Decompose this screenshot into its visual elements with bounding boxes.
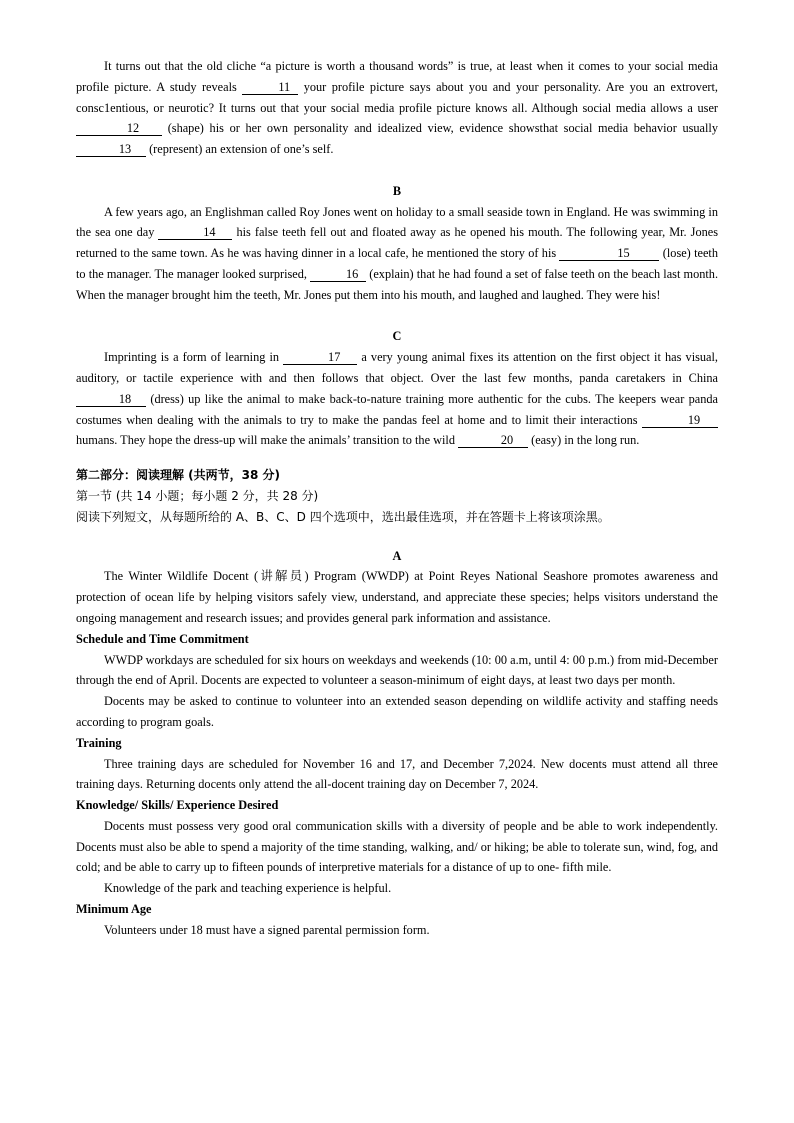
- passage-text: (easy) in the long run.: [531, 433, 640, 448]
- passage-text: (shape) his or her own personality and idealized view, evidence showsthat social media behavior usually: [167, 121, 718, 136]
- paragraph-skills-2: Knowledge of the park and teaching experience is helpful.: [104, 881, 392, 896]
- section-heading-a: A: [392, 548, 402, 563]
- blank-14[interactable]: 14: [158, 225, 232, 240]
- blank-11[interactable]: 11: [242, 80, 298, 95]
- section-one-title: 第一节 (共 14 小题；每小题 2 分，共 28 分): [76, 488, 319, 503]
- paragraph-skills-1: Docents must possess very good oral communication skills with a diversity of people and be able to work independently. Docents must also be able to spend a majority of the time standing, walking, and/ or hiking; be able to tolerate sun, wind, fog, and cold; and be able to carry up to fifteen pounds of interpretive materials for a distance of up to one- fifth mile.: [76, 818, 718, 875]
- passage-text: Imprinting is a form of learning in: [104, 350, 280, 365]
- passage-b: [76, 202, 718, 306]
- passage-text: your profile picture says about you and your personality. Are you an extrovert, consc1entious, or neurotic? It turns out that your social media profile picture knows all. Although social media allows a user: [76, 79, 718, 115]
- reading-instructions: 阅读下列短文，从每题所给的 A、B、C、D 四个选项中，选出最佳选项，并在答题卡上将该项涂黑。: [76, 509, 610, 524]
- section-heading-b: B: [392, 183, 402, 198]
- blank-18[interactable]: 18: [76, 392, 146, 407]
- passage-text: It turns out that the old cliche “a picture is worth a thousand words” is true, at least when it comes to your social media profile picture. A study reveals: [76, 59, 718, 94]
- heading-training: Training: [76, 735, 122, 750]
- passage-text: a very young animal fixes its attention on the first object it has visual, auditory, or tactile experience with and then follows that object. Over the last few months, panda caretakers in China: [76, 350, 718, 385]
- document-page: [76, 56, 718, 941]
- blank-13[interactable]: 13: [76, 142, 146, 157]
- paragraph-schedule-1: WWDP workdays are scheduled for six hours on weekdays and weekends (10: 00 a.m, until 4: 00 p.m.) from mid-December through the end of April. Docents are expected to volunteer a season-minimum of eight days, at least two days per month.: [76, 652, 718, 688]
- blank-16[interactable]: 16: [310, 267, 366, 282]
- passage-text: (lose) teeth to the manager. The manager looked surprised,: [76, 246, 718, 281]
- passage-top: [76, 56, 718, 160]
- blank-20[interactable]: 20: [458, 433, 528, 448]
- passage-text: (dress) up like the animal to make back-to-nature training more authentic for the cubs. The keepers wear panda costumes when dealing with the animals to try to make the pandas feel at home and to limit their interactions: [76, 391, 718, 427]
- passage-text: (explain) that he had found a set of false teeth on the beach last month. When the manager brought him the teeth, Mr. Jones put them into his mouth, and laughed and laughed. They were his!: [76, 266, 719, 302]
- paragraph-minimum-age: Volunteers under 18 must have a signed parental permission form.: [104, 922, 430, 937]
- blank-19[interactable]: 19: [642, 413, 718, 428]
- passage-c: [76, 347, 718, 451]
- part-two-title: 第二部分：阅读理解 (共两节，38 分): [76, 468, 281, 483]
- paragraph-training: Three training days are scheduled for November 16 and 17, and December 7,2024. New docents must attend all three training days. Returning docents only attend the all-docent training day on December 7, 2024.: [76, 756, 718, 792]
- heading-skills: Knowledge/ Skills/ Experience Desired: [76, 798, 279, 813]
- reading-a-intro: The Winter Wildlife Docent (讲解员) Program (WWDP) at Point Reyes National Seashore promotes awareness and protection of ocean life by helping visitors safely view, understand, and appreciate these species; helps visitors understand the ongoing management and research issues; and provides general park information and assistance.: [76, 569, 718, 625]
- heading-minimum-age: Minimum Age: [76, 902, 152, 917]
- blank-12[interactable]: 12: [76, 121, 162, 136]
- blank-15[interactable]: 15: [559, 246, 659, 261]
- section-heading-c: C: [392, 329, 402, 344]
- passage-text: humans. They hope the dress-up will make the animals’ transition to the wild: [76, 433, 455, 448]
- passage-text: his false teeth fell out and floated away as he opened his mouth. The following year, Mr. Jones returned to the same town. As he was having dinner in a local cafe, he mentioned the story of his: [76, 225, 719, 261]
- passage-text: A few years ago, an Englishman called Roy Jones went on holiday to a small seaside town in England. He was swimming in the sea one day: [76, 204, 718, 240]
- heading-schedule: Schedule and Time Commitment: [76, 631, 249, 646]
- passage-text: (represent) an extension of one’s self.: [149, 142, 334, 157]
- blank-17[interactable]: 17: [283, 350, 357, 365]
- paragraph-schedule-2: Docents may be asked to continue to volunteer into an extended season depending on wildlife activity and staffing needs according to program goals.: [76, 694, 718, 729]
